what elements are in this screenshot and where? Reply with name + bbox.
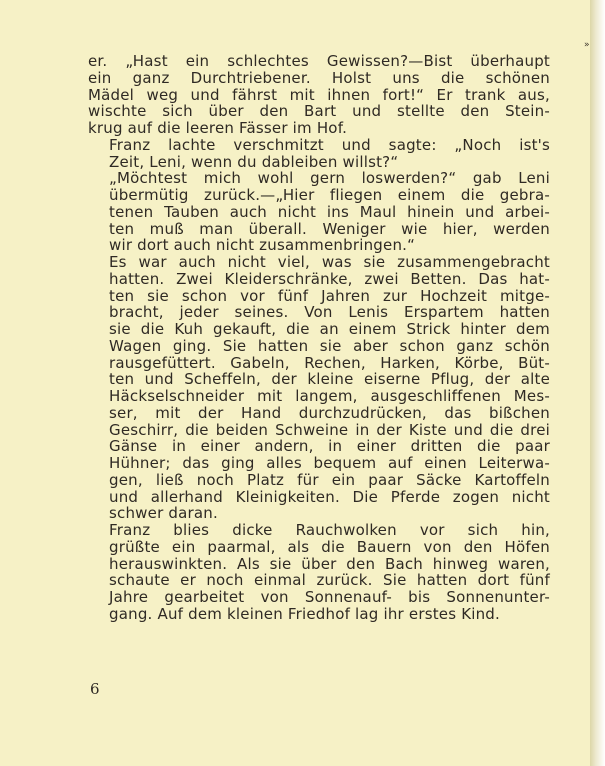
text-line: gen, ließ noch Platz für ein paar Säcke Kartoffeln bbox=[109, 470, 550, 489]
text-line: Zeit, Leni, wenn du dableiben willst?“ bbox=[109, 152, 399, 171]
text-line: Es war auch nicht viel, was sie zusammengebracht bbox=[109, 253, 550, 271]
body-text bbox=[88, 53, 550, 623]
paragraph bbox=[88, 53, 550, 137]
paragraph bbox=[88, 170, 550, 254]
text-line: „Möchtest mich wohl gern loswerden?“ gab Leni bbox=[109, 169, 550, 188]
text-line: Jahre gearbeitet von Sonnenauf- bis Sonnenunter- bbox=[109, 588, 550, 606]
text-line: ten und Scheffeln, der kleine eiserne Pflug, der alte bbox=[109, 370, 550, 389]
edge-mark: » bbox=[584, 40, 590, 50]
text-line: krug auf die leeren Fässer im Hof. bbox=[88, 119, 348, 137]
text-line: Gänse in einer andern, in einer dritten die paar bbox=[109, 437, 550, 456]
text-line: wischte sich über den Bart und stellte den Stein- bbox=[88, 102, 550, 121]
text-line: ser, mit der Hand durchzudrücken, das bißchen bbox=[109, 403, 550, 422]
text-line: und allerhand Kleinigkeiten. Die Pferde zogen nicht bbox=[109, 487, 550, 506]
text-line: ten muß man überall. Weniger wie hier, werden bbox=[109, 219, 550, 238]
text-line: ten sie schon vor fünf Jahren zur Hochzeit mitge- bbox=[109, 286, 550, 305]
text-line: Geschirr, die beiden Schweine in der Kiste und die drei bbox=[109, 420, 550, 439]
text-line: Hühner; das ging alles bequem auf einen Leiterwa- bbox=[109, 454, 550, 472]
text-line: wir dort auch nicht zusammenbringen.“ bbox=[109, 236, 416, 255]
text-line: rausgefüttert. Gabeln, Rechen, Harken, Körbe, Büt- bbox=[109, 353, 550, 372]
text-line: Wagen ging. Sie hatten sie aber schon ganz schön bbox=[109, 336, 550, 355]
text-line: sie die Kuh gekauft, die an einem Strick hinter dem bbox=[109, 320, 550, 338]
text-line: hatten. Zwei Kleiderschränke, zwei Betten. Das hat- bbox=[109, 269, 550, 288]
text-line: Franz blies dicke Rauchwolken vor sich hin, bbox=[109, 521, 550, 539]
paragraph bbox=[88, 137, 550, 171]
text-line: bracht, jeder seines. Von Lenis Erspartem hatten bbox=[109, 303, 550, 322]
paragraph bbox=[88, 254, 550, 522]
text-line: schwer daran. bbox=[109, 504, 218, 523]
text-line: schaute er noch einmal zurück. Sie hatten dort fünf bbox=[109, 571, 550, 590]
page-number: 6 bbox=[90, 680, 100, 698]
text-line: übermütig zurück.—„Hier fliegen einem die gebra- bbox=[109, 186, 550, 204]
text-line: ein ganz Durchtriebener. Holst uns die schönen bbox=[88, 68, 550, 87]
text-line: gang. Auf dem kleinen Friedhof lag ihr erstes Kind. bbox=[109, 604, 501, 623]
text-line: Häckselschneider mit langem, ausgeschliffenen Mes- bbox=[109, 387, 550, 405]
text-line: Franz lachte verschmitzt und sagte: „Noch ist's bbox=[109, 135, 550, 154]
text-line: grüßte ein paarmal, als die Bauern von den Höfen bbox=[109, 537, 550, 556]
text-line: Mädel weg und fährst mit ihnen fort!“ Er trank aus, bbox=[88, 85, 550, 104]
text-line: er. „Hast ein schlechtes Gewissen?—Bist überhaupt bbox=[88, 52, 550, 70]
page-edge bbox=[590, 0, 605, 766]
text-line: tenen Tauben auch nicht ins Maul hinein und arbei- bbox=[109, 202, 550, 221]
text-line: herauswinkten. Als sie über den Bach hinweg waren, bbox=[109, 554, 550, 573]
paragraph bbox=[88, 522, 550, 623]
